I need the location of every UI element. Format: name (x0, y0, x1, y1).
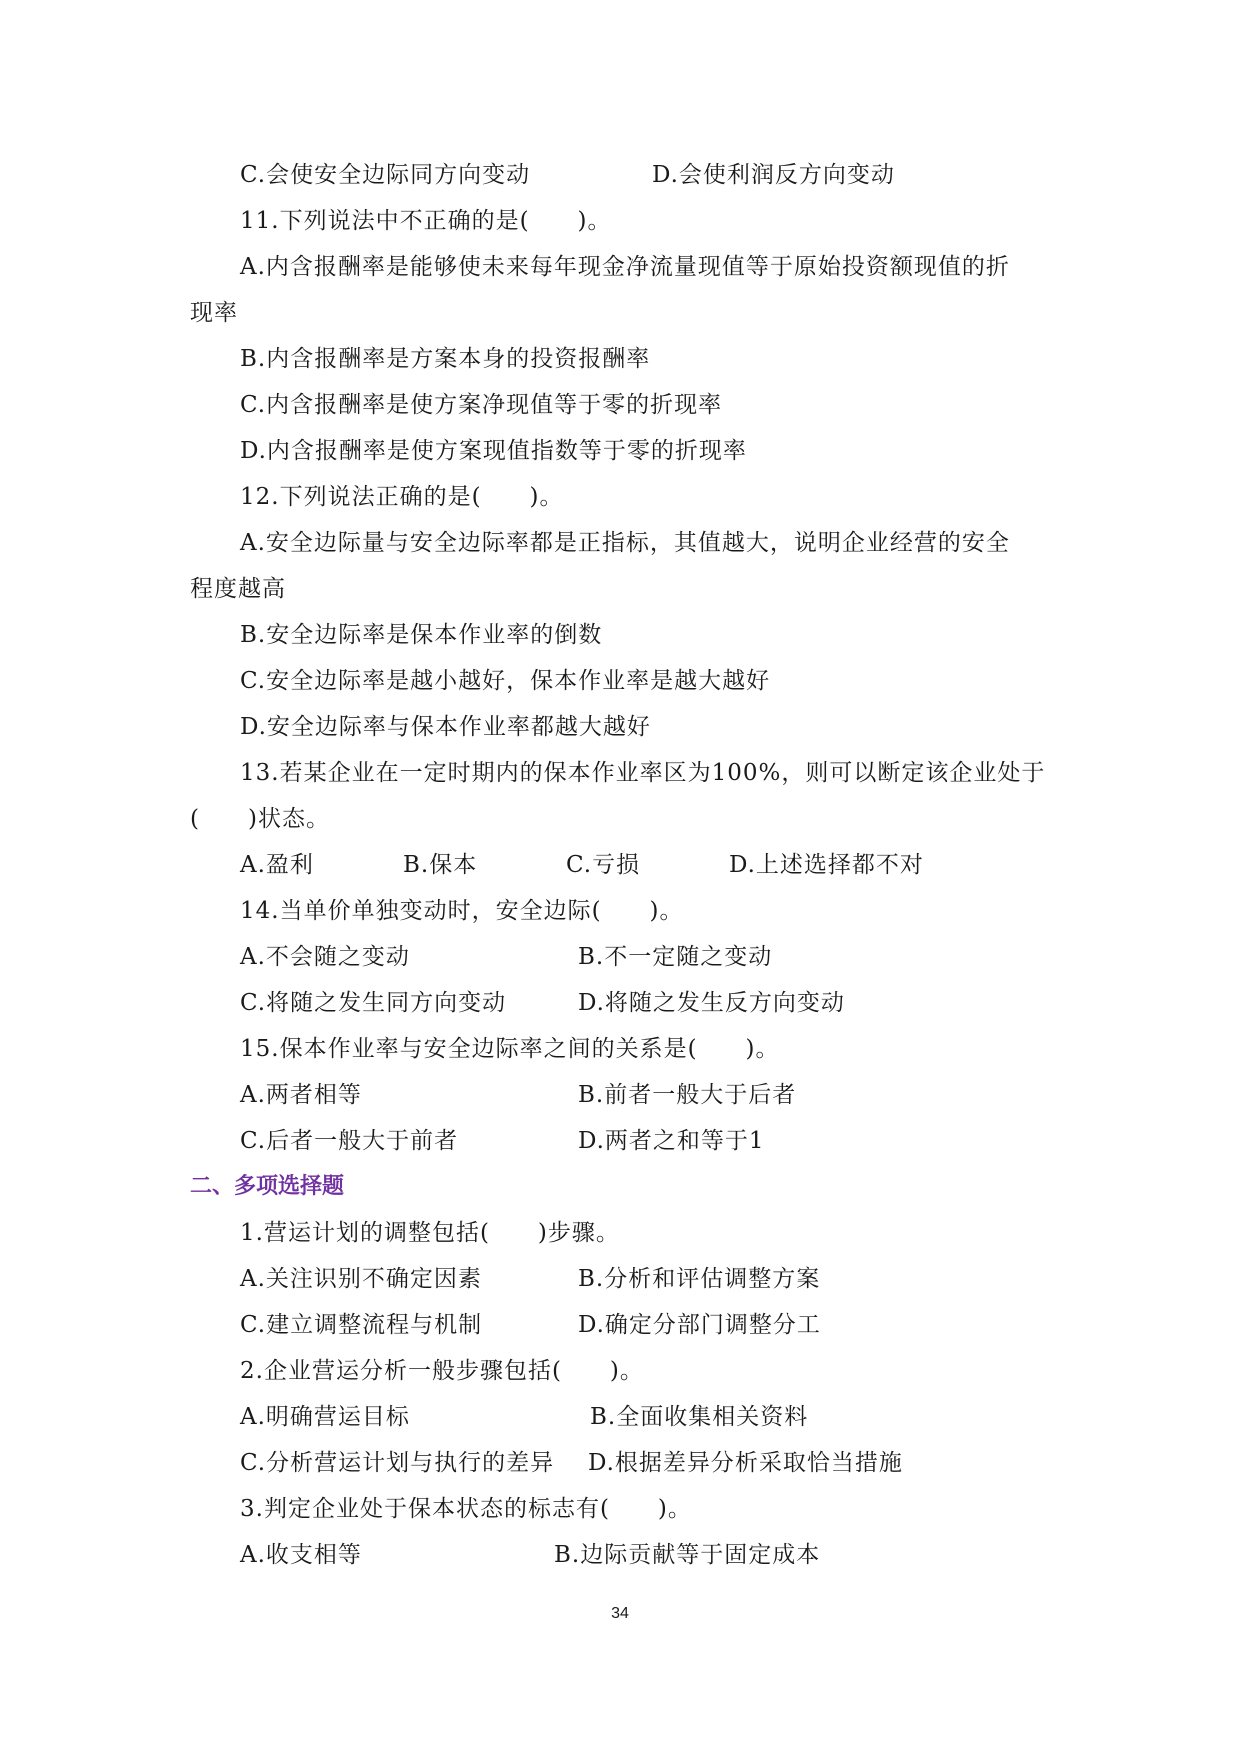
m2-stem: 2.企业营运分析一般步骤包括( )。 (240, 1358, 644, 1384)
q15-option-d: D.两者之和等于1 (578, 1128, 765, 1154)
q15-option-c: C.后者一般大于前者 (240, 1128, 459, 1154)
m1-option-d: D.确定分部门调整分工 (578, 1312, 821, 1338)
page-number: 34 (611, 1605, 629, 1622)
q14-option-c: C.将随之发生同方向变动 (240, 990, 507, 1016)
m2-option-c: C.分析营运计划与执行的差异 (240, 1450, 555, 1476)
q11-option-d: D.内含报酬率是使方案现值指数等于零的折现率 (240, 438, 747, 464)
q14-option-a: A.不会随之变动 (240, 944, 410, 970)
q13-stem-line1: 13.若某企业在一定时期内的保本作业率区为100%，则可以断定该企业处于 (240, 760, 1046, 786)
q12-option-a-line1: A.安全边际量与安全边际率都是正指标，其值越大，说明企业经营的安全 (240, 530, 1010, 556)
q13-option-a: A.盈利 (240, 852, 314, 878)
m1-option-c: C.建立调整流程与机制 (240, 1312, 483, 1338)
q10-option-c: C.会使安全边际同方向变动 (240, 162, 531, 188)
q14-stem: 14.当单价单独变动时，安全边际( )。 (240, 898, 684, 924)
q15-option-b: B.前者一般大于后者 (578, 1082, 797, 1108)
q14-option-d: D.将随之发生反方向变动 (578, 990, 845, 1016)
m2-option-a: A.明确营运目标 (240, 1404, 410, 1430)
q13-stem-line2: ( )状态。 (190, 806, 330, 832)
m2-option-b: B.全面收集相关资料 (590, 1404, 809, 1430)
q10-option-d: D.会使利润反方向变动 (652, 162, 895, 188)
q12-option-d: D.安全边际率与保本作业率都越大越好 (240, 714, 651, 740)
q11-stem: 11.下列说法中不正确的是( )。 (240, 208, 612, 234)
m1-stem: 1.营运计划的调整包括( )步骤。 (240, 1220, 620, 1246)
m3-option-a: A.收支相等 (240, 1542, 362, 1568)
q11-option-a-line2: 现率 (190, 300, 238, 326)
m2-option-d: D.根据差异分析采取恰当措施 (588, 1450, 903, 1476)
q12-option-c: C.安全边际率是越小越好，保本作业率是越大越好 (240, 668, 771, 694)
m3-option-b: B.边际贡献等于固定成本 (554, 1542, 821, 1568)
q13-option-c: C.亏损 (566, 852, 641, 878)
m3-stem: 3.判定企业处于保本状态的标志有( )。 (240, 1496, 692, 1522)
q11-option-a-line1: A.内含报酬率是能够使未来每年现金净流量现值等于原始投资额现值的折 (240, 254, 1010, 280)
q12-option-b: B.安全边际率是保本作业率的倒数 (240, 622, 603, 648)
q11-option-c: C.内含报酬率是使方案净现值等于零的折现率 (240, 392, 723, 418)
q11-option-b: B.内含报酬率是方案本身的投资报酬率 (240, 346, 651, 372)
q15-option-a: A.两者相等 (240, 1082, 362, 1108)
q13-option-b: B.保本 (403, 852, 478, 878)
q13-option-d: D.上述选择都不对 (729, 852, 924, 878)
q15-stem: 15.保本作业率与安全边际率之间的关系是( )。 (240, 1036, 780, 1062)
m1-option-b: B.分析和评估调整方案 (578, 1266, 821, 1292)
q12-stem: 12.下列说法正确的是( )。 (240, 484, 564, 510)
section-heading-multiple-choice: 二、多项选择题 (190, 1174, 345, 1199)
m1-option-a: A.关注识别不确定因素 (240, 1266, 482, 1292)
q14-option-b: B.不一定随之变动 (578, 944, 773, 970)
q12-option-a-line2: 程度越高 (190, 576, 286, 602)
